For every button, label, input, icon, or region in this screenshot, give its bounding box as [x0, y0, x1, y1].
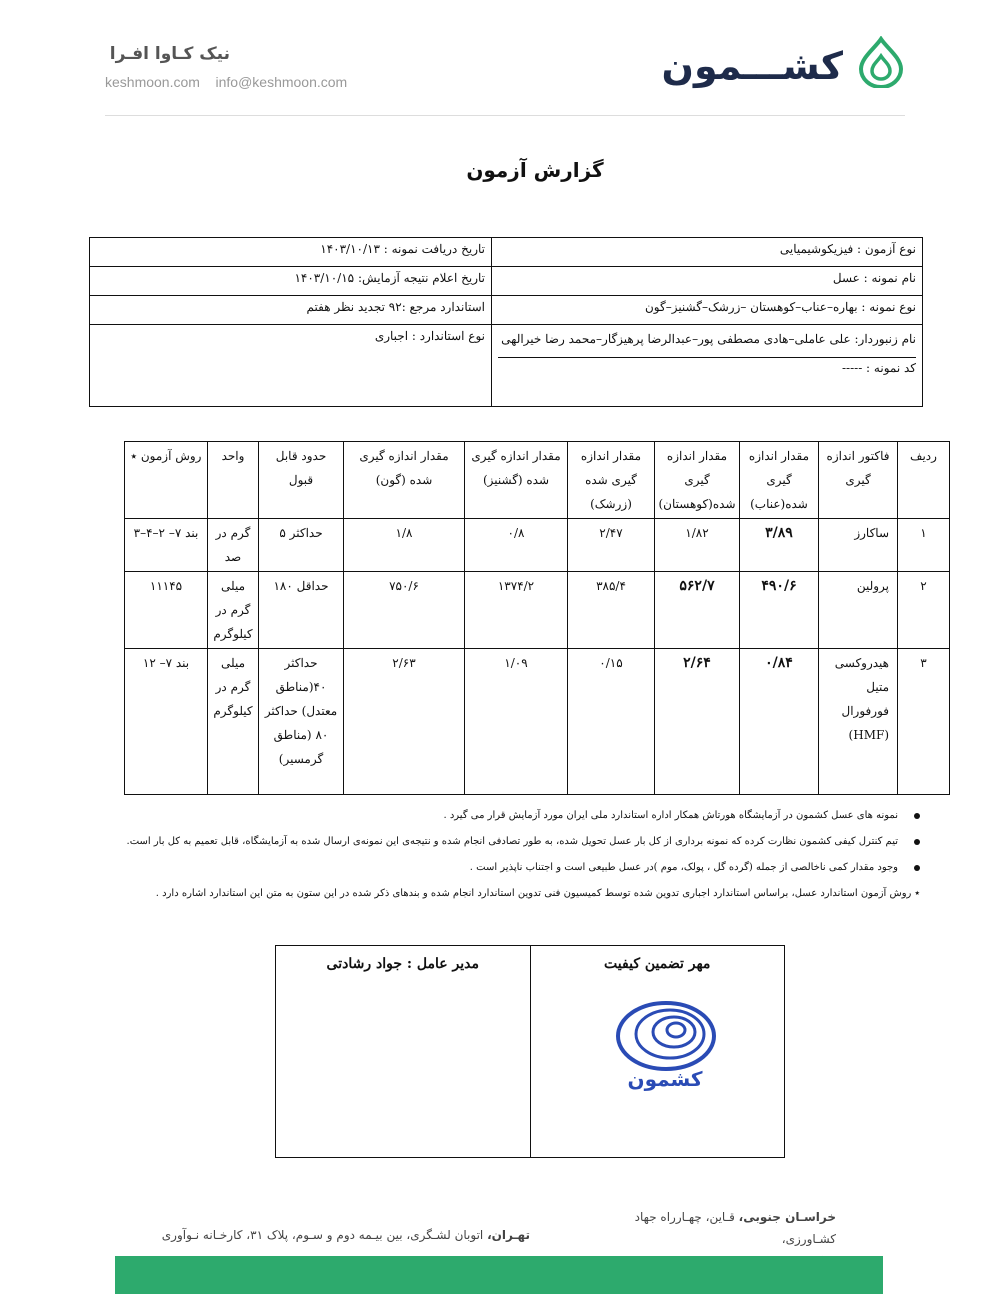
- beekeeper-cell: [492, 325, 923, 407]
- footer-bar: [115, 1256, 883, 1294]
- cell-value: ۱/۰۹: [465, 649, 568, 795]
- results-header-row: [125, 442, 950, 519]
- cell-value: ۲/۶۳: [344, 649, 465, 795]
- cell-unit: گرم در صد: [208, 519, 259, 572]
- website-link[interactable]: keshmoon.com: [105, 74, 200, 90]
- cell-method: بند ۷– ۲–۴–۳: [125, 519, 208, 572]
- cell-index: ۱: [898, 519, 950, 572]
- test-type: نوع آزمون : فیزیکوشیمیایی: [492, 238, 923, 267]
- note-item: نمونه های عسل کشمون در آزمایشگاه هورتاش همکار اداره استاندارد ملی ایران مورد آزمایش قرار می گیرد .: [90, 806, 920, 832]
- email-link[interactable]: info@keshmoon.com: [215, 74, 348, 90]
- cell-method: بند ۷– ۱۲: [125, 649, 208, 795]
- cell-method: ۱۱۱۴۵: [125, 572, 208, 649]
- method-note: ٭ روش آزمون استاندارد عسل، براساس استاندارد اجباری تدوین شده توسط کمیسیون فنی تدوین استاندارد انجام شده و بندهای ذکر شده در این ستون به متن این استاندارد اشاره دارد .: [155, 888, 920, 899]
- standard-type: نوع استاندارد : اجباری: [90, 325, 492, 407]
- cell-unit: میلی گرم در کیلوگرم: [208, 572, 259, 649]
- cell-value: ۱/۸: [344, 519, 465, 572]
- sample-name: نام نمونه : عسل: [492, 267, 923, 296]
- brand-logo: [661, 30, 905, 100]
- cell-index: ۲: [898, 572, 950, 649]
- cell-value: ۴۹۰/۶: [740, 572, 819, 649]
- company-contact: [105, 74, 347, 90]
- note-item: تیم کنترل کیفی کشمون نظارت کرده که نمونه برداری از کل بار عسل تحویل شده، به طور تصادفی انجام شده و نتیجه‌ی این نمونه‌ی ارسال شده به آزمایشگاه، قابل تعمیم به کل بار است.: [90, 832, 920, 858]
- table-row: [125, 519, 950, 572]
- reference-standard: استاندارد مرجع :۹۲ تجدید نظر هفتم: [90, 296, 492, 325]
- results-table: [124, 441, 950, 795]
- cell-limit: حداقل ۱۸۰: [259, 572, 344, 649]
- stamp-text: کشمون: [627, 1067, 703, 1091]
- notes-section: [90, 806, 920, 910]
- cell-index: ۳: [898, 649, 950, 795]
- cell-limit: حداکثر ۴۰(مناطق معتدل) حداکثر ۸۰ (مناطق گرمسیر): [259, 649, 344, 795]
- bullet-icon: [914, 865, 920, 871]
- cell-value: ۱۳۷۴/۲: [465, 572, 568, 649]
- cell-value: ۵۶۲/۷: [655, 572, 740, 649]
- logo-drop-icon: [857, 36, 905, 88]
- col-header: حدود قابل قبول: [259, 442, 344, 519]
- header-divider: [105, 115, 905, 116]
- bullet-icon: [914, 813, 920, 819]
- cell-value: ۰/۸۴: [740, 649, 819, 795]
- cell-factor: ساکارز: [819, 519, 898, 572]
- cell-factor: پرولین: [819, 572, 898, 649]
- footer-address-south: خراسـان جنوبی، قـاین، چهـارراه جهاد کشـاورزی،: [578, 1206, 836, 1272]
- cell-limit: حداکثر ۵: [259, 519, 344, 572]
- sample-kind: نوع نمونه : بهاره–عناب–کوهستان –زرشک–گشنیز–گون: [492, 296, 923, 325]
- logo-wordmark: کشـــمون: [661, 44, 843, 88]
- col-header: مقدار اندازه گیری شده (گون): [344, 442, 465, 519]
- cell-value: ۳/۸۹: [740, 519, 819, 572]
- cell-value: ۰/۸: [465, 519, 568, 572]
- cell-unit: میلی گرم در کیلوگرم: [208, 649, 259, 795]
- cell-value: ۱/۸۲: [655, 519, 740, 572]
- col-header: مقدار اندازه گیری شده(عناب): [740, 442, 819, 519]
- note-item: وجود مقدار کمی ناخالصی از جمله (گرده گل ، پولک، موم )در عسل طبیعی است و اجتناب ناپذیر است .: [90, 858, 920, 884]
- col-header: واحد: [208, 442, 259, 519]
- cell-value: ۲/۴۷: [568, 519, 655, 572]
- cell-value: ۲/۶۴: [655, 649, 740, 795]
- cell-value: ۰/۱۵: [568, 649, 655, 795]
- sample-info-box: [89, 237, 923, 407]
- cell-value: ۷۵۰/۶: [344, 572, 465, 649]
- quality-stamp-label: مهر تضمین کیفیت: [530, 946, 785, 1158]
- manager-label: مدیر عامل : جواد رشادتی: [276, 946, 531, 1158]
- col-header: فاکتور اندازه گیری: [819, 442, 898, 519]
- col-header: مقدار اندازه گیری شده (زرشک): [568, 442, 655, 519]
- col-header: روش آزمون ٭: [125, 442, 208, 519]
- quality-stamp-image: [600, 1000, 730, 1092]
- col-header: مقدار اندازه گیری شده(کوهستان): [655, 442, 740, 519]
- col-header: ردیف: [898, 442, 950, 519]
- cell-value: ۳۸۵/۴: [568, 572, 655, 649]
- cell-factor: هیدروکسی متیل فورفورال (HMF): [819, 649, 898, 795]
- col-header: مقدار اندازه گیری شده (گشنیز): [465, 442, 568, 519]
- bullet-icon: [914, 839, 920, 845]
- result-date: تاریخ اعلام نتیجه آزمایش: ۱۴۰۳/۱۰/۱۵: [90, 267, 492, 296]
- beekeepers: نام زنبوردار: علی عاملی–هادی مصطفی پور–عبدالرضا پرهیزگار–محمد رضا خیرالهی: [498, 325, 916, 358]
- document-title: گزارش آزمون: [466, 158, 604, 182]
- received-date: تاریخ دریافت نمونه : ۱۴۰۳/۱۰/۱۳: [90, 238, 492, 267]
- sample-code: کد نمونه : -----: [841, 361, 916, 375]
- footer-address-tehran: تهـران، اتوبان لشـگری، بین بیـمه دوم و سـوم، پلاک ۳۱، کارخـانه نـوآوری: [161, 1228, 530, 1242]
- company-name: نیک کـاوا افـرا: [109, 44, 230, 64]
- table-row: [125, 649, 950, 795]
- table-row: [125, 572, 950, 649]
